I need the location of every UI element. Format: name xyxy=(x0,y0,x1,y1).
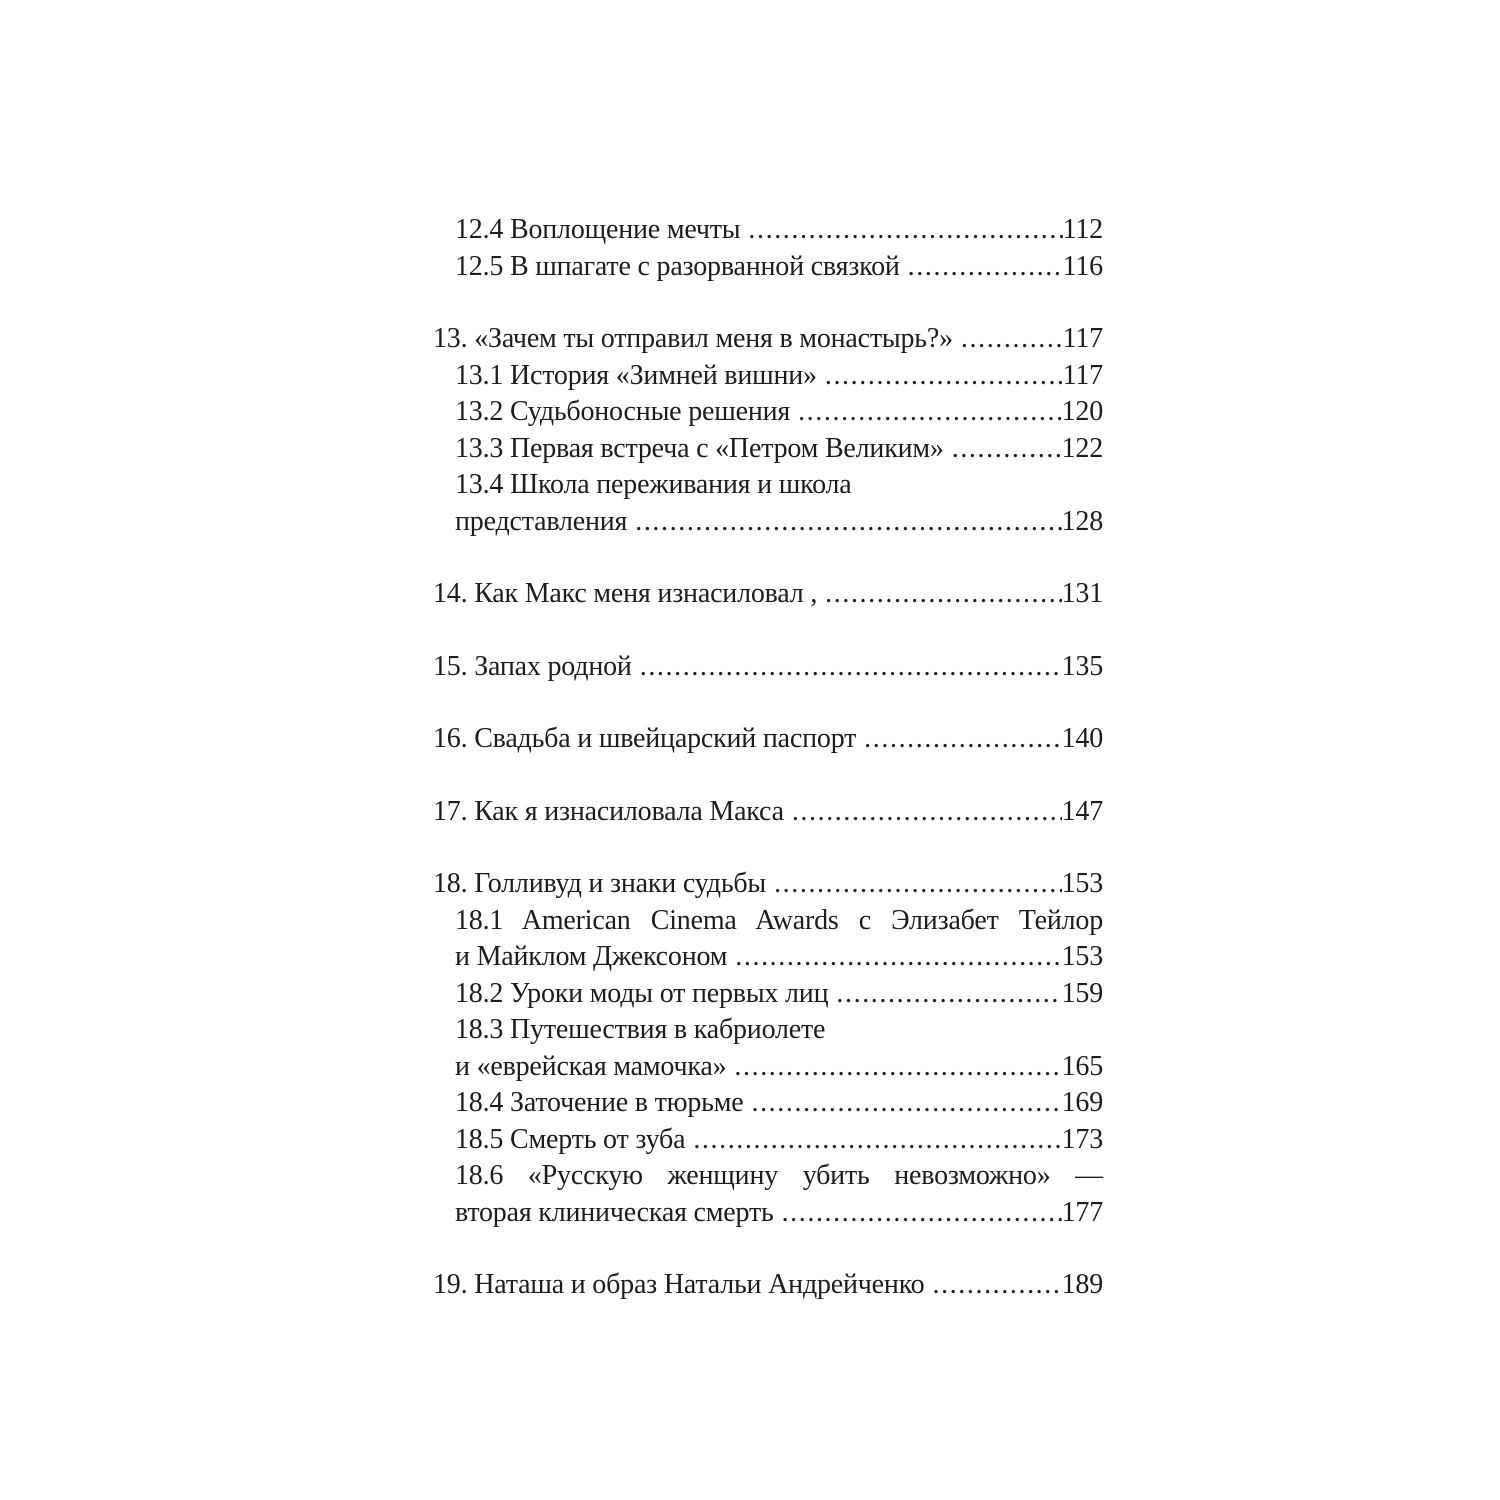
toc-entry-page: 173 xyxy=(1061,1123,1103,1155)
toc-entry-title: 16. Свадьба и швейцарский паспорт xyxy=(433,723,857,754)
toc-entry xyxy=(433,576,1103,613)
toc-entry-title: 12.4 Воплощение мечты xyxy=(455,214,741,245)
toc-entry xyxy=(433,1049,1103,1086)
toc-entry xyxy=(433,866,1103,903)
toc-entry xyxy=(433,939,1103,976)
toc-entry xyxy=(433,721,1103,758)
toc-entry xyxy=(433,504,1103,541)
toc-entry xyxy=(433,903,1103,940)
toc-entry xyxy=(433,1195,1103,1232)
dot-leader xyxy=(743,1085,1061,1122)
toc-entry-title: 18.1 American Cinema Awards с Элизабет Тейлор xyxy=(455,904,1103,936)
toc-entry-title: 13.4 Школа переживания и школа xyxy=(455,469,852,500)
toc-entry xyxy=(433,467,1103,504)
dot-leader xyxy=(953,321,1063,358)
dot-leader xyxy=(924,1267,1061,1304)
toc-entry xyxy=(433,1158,1103,1195)
toc-entry-page: 122 xyxy=(1061,432,1103,464)
toc-entry-title: 13.3 Первая встреча с «Петром Великим» xyxy=(455,432,944,464)
dot-leader xyxy=(900,249,1063,286)
toc-entry xyxy=(433,976,1103,1013)
dot-leader xyxy=(740,212,1062,249)
dot-leader xyxy=(856,721,1061,758)
toc-entry xyxy=(433,1012,1103,1049)
toc-entry-title: 14. Как Макс меня изнасиловал , xyxy=(433,578,818,609)
dot-leader xyxy=(727,939,1061,976)
toc-entry xyxy=(433,321,1103,358)
toc-entry xyxy=(433,431,1103,468)
toc-entry-page: 153 xyxy=(1061,868,1103,899)
toc-entry xyxy=(433,794,1103,831)
toc-container xyxy=(433,212,1103,1304)
toc-entry-title: 18.3 Путешествия в кабриолете xyxy=(455,1014,826,1045)
toc-entry-title: 17. Как я изнасиловала Макса xyxy=(433,795,784,827)
toc-entry xyxy=(433,358,1103,395)
toc-entry-page: 153 xyxy=(1061,941,1103,972)
toc-entry-title: 18.6 «Русскую женщину убить невозможно» — xyxy=(455,1160,1103,1191)
toc-entry-title: представления xyxy=(455,505,628,537)
dot-leader xyxy=(632,649,1062,686)
toc-entry xyxy=(433,1267,1103,1304)
toc-entry-page: 116 xyxy=(1062,250,1103,282)
toc-entry-page: 140 xyxy=(1061,723,1103,754)
dot-leader xyxy=(817,576,1061,613)
toc-entry xyxy=(433,212,1103,249)
toc-entry-page: 131 xyxy=(1061,578,1103,609)
dot-leader xyxy=(774,1195,1062,1232)
dot-leader xyxy=(766,866,1062,903)
dot-leader xyxy=(784,794,1062,831)
toc-entry-page: 128 xyxy=(1061,505,1103,537)
dot-leader xyxy=(627,504,1061,541)
toc-entry xyxy=(433,1122,1103,1159)
toc-entry-page: 177 xyxy=(1061,1196,1103,1228)
toc-entry-title: 12.5 В шпагате с разорванной связкой xyxy=(455,250,900,282)
dot-leader xyxy=(828,976,1061,1013)
toc-entry-title: 13.1 История «Зимней вишни» xyxy=(455,359,817,391)
toc-entry-page: 120 xyxy=(1061,396,1103,427)
dot-leader xyxy=(685,1122,1061,1159)
toc-entry-title: 13.2 Судьбоносные решения xyxy=(455,396,791,427)
toc-entry-page: 135 xyxy=(1061,650,1103,682)
toc-entry-page: 117 xyxy=(1062,323,1103,354)
toc-entry-title: 18. Голливуд и знаки судьбы xyxy=(433,868,767,899)
toc-entry-title: 18.4 Заточение в тюрьме xyxy=(455,1087,744,1118)
toc-entry-title: 19. Наташа и образ Натальи Андрейченко xyxy=(433,1269,925,1300)
toc-entry-title: 18.2 Уроки моды от первых лиц xyxy=(455,977,829,1009)
toc-entry-title: 13. «Зачем ты отправил меня в монастырь?» xyxy=(433,323,953,354)
toc-entry-page: 112 xyxy=(1062,214,1103,245)
dot-leader xyxy=(726,1049,1061,1086)
dot-leader xyxy=(944,431,1062,468)
toc-entry xyxy=(433,1085,1103,1122)
toc-entry-title: 15. Запах родной xyxy=(433,650,632,682)
toc-entry-title: и Майклом Джексоном xyxy=(455,941,728,972)
toc-entry-page: 165 xyxy=(1061,1050,1103,1082)
toc-entry-title: и «еврейская мамочка» xyxy=(455,1050,727,1082)
toc-entry xyxy=(433,649,1103,686)
toc-entry xyxy=(433,249,1103,286)
toc-entry-page: 189 xyxy=(1061,1269,1103,1300)
dot-leader xyxy=(817,358,1063,395)
toc-entry-page: 147 xyxy=(1061,795,1103,827)
toc-entry-title: вторая клиническая смерть xyxy=(455,1196,774,1228)
toc-entry-title: 18.5 Смерть от зуба xyxy=(455,1123,686,1155)
dot-leader xyxy=(790,394,1062,431)
toc-entry xyxy=(433,394,1103,431)
toc-entry-page: 169 xyxy=(1061,1087,1103,1118)
toc-entry-page: 117 xyxy=(1062,359,1103,391)
toc-entry-page: 159 xyxy=(1061,977,1103,1009)
